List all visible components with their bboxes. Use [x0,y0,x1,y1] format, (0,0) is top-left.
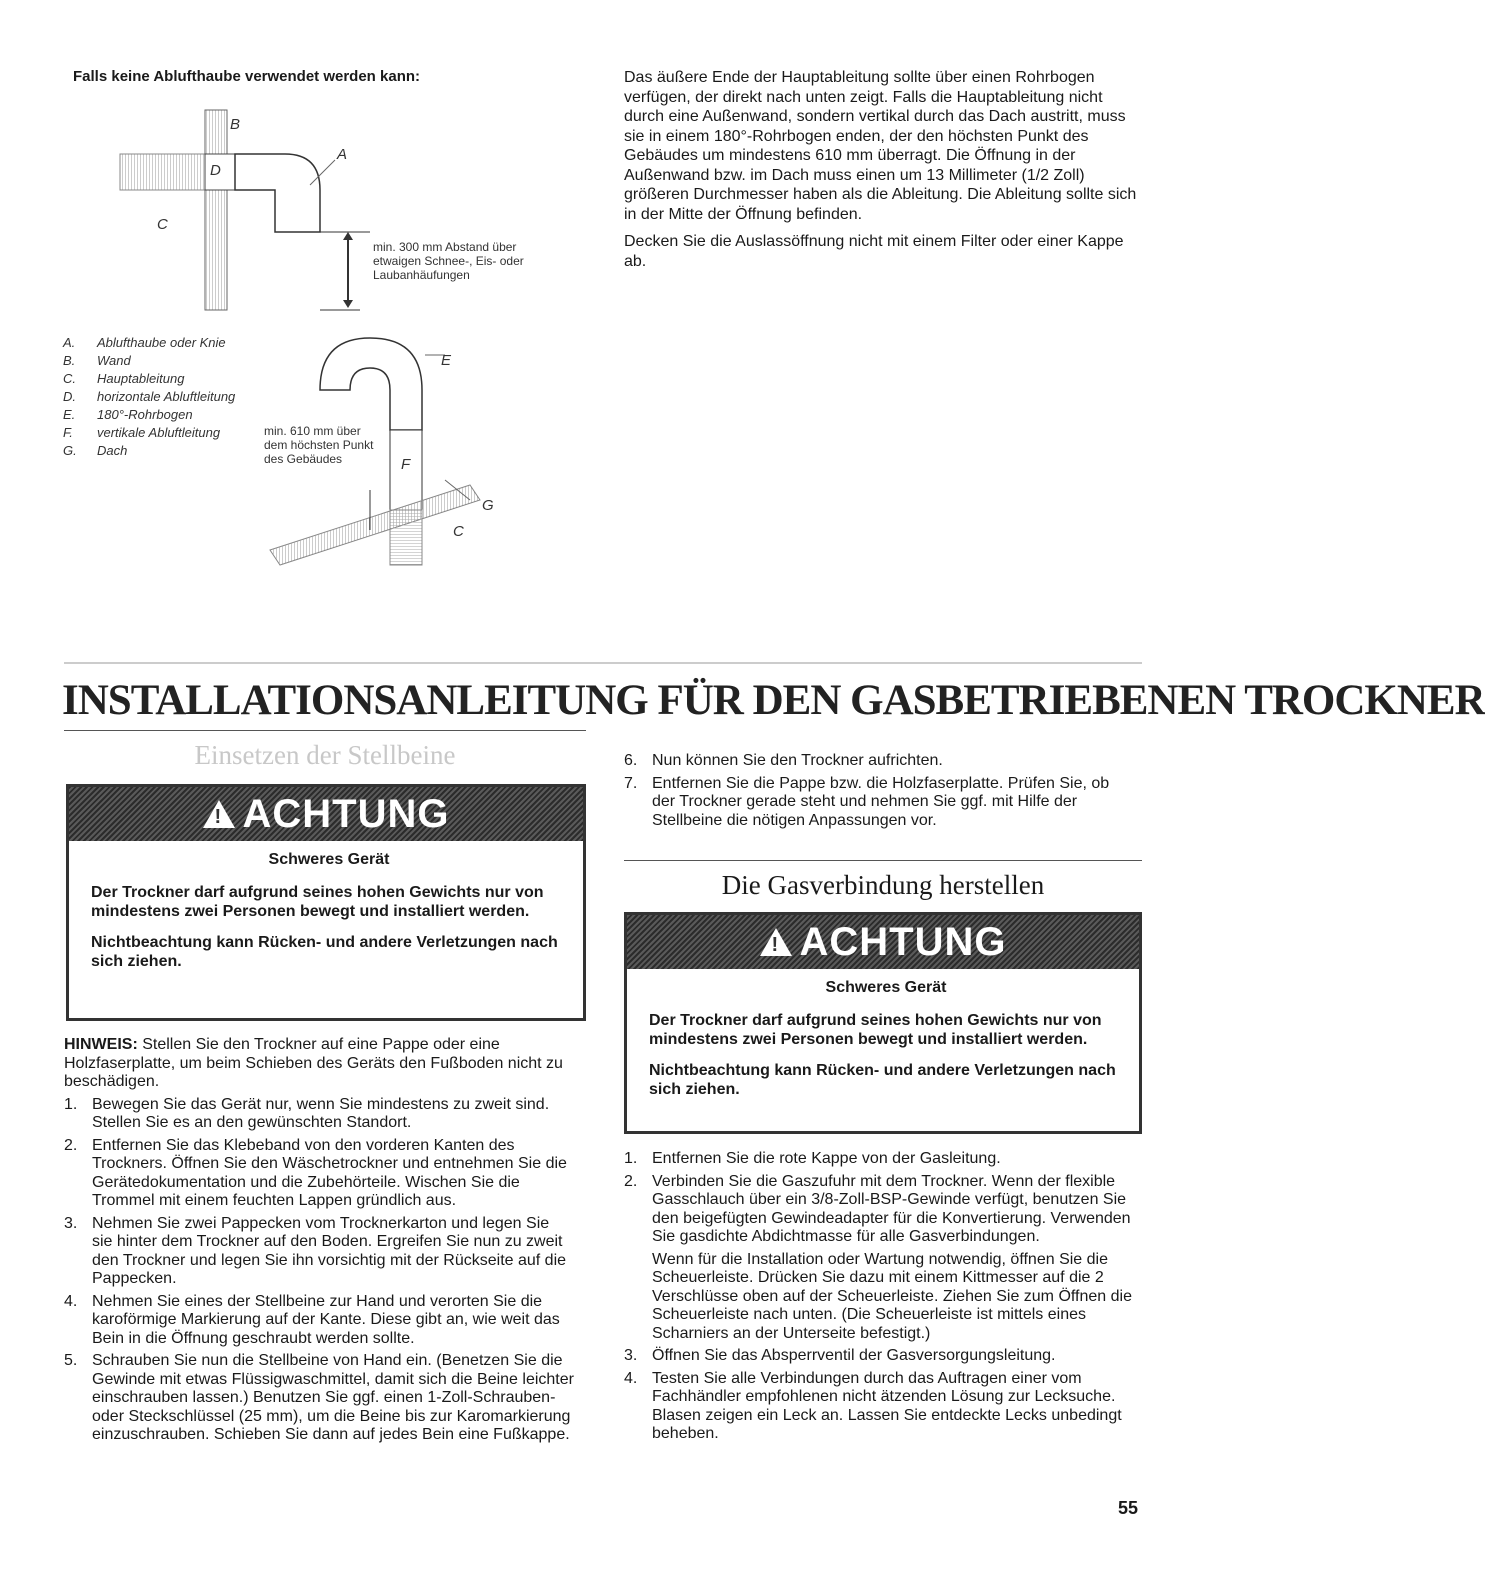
label-b: B [230,116,241,133]
label-a: A [337,146,348,163]
page-number: 55 [1118,1498,1139,1518]
warning-header: ! ACHTUNG [69,787,583,841]
label-f: F [401,456,411,473]
warning-subtitle: Schweres Gerät [825,979,947,996]
list-item: 7. Entfernen Sie die Pappe bzw. die Holzfaserplatte. Prüfen Sie, ob der Trockner gerade steht und nehmen Sie ggf. mit Hilfe der Stellbeine die nötigen Anpassungen vor. [624,774,1110,829]
list-item: 6. Nun können Sie den Trockner aufrichten. [624,752,943,769]
legs-instructions [64,1036,574,1445]
label-d: D [210,162,221,179]
label-c-top: C [157,216,168,233]
warning-subtitle: Schweres Gerät [268,851,390,868]
vent-diagram-wall [110,110,370,320]
label-e: E [441,352,452,369]
warning-icon [203,800,235,828]
label-c-bottom: C [453,523,464,540]
list-item: 4. Nehmen Sie eines der Stellbeine zur Hand und verorten Sie die karoförmige Markierung auf der Kante. Diese gibt an, wie weit das Bein in die Öffnung geschraubt werden sollte. [64,1292,560,1347]
section-title-gas: Die Gasverbindung herstellen [721,870,1045,900]
list-item: 3. Öffnen Sie das Absperrventil der Gasversorgungsleitung. [624,1347,1056,1364]
legend-item: D. horizontale Abluftleitung [63,389,236,404]
list-item: 3. Nehmen Sie zwei Pappecken vom Trocknerkarton und legen Sie sie hinter dem Trockner auf den Boden. Ergreifen Sie nun zu zweit den Trockner und legen Sie ihn vorsichtig mit der Rückseite auf die Pappecken. [64,1214,567,1287]
divider [64,662,1142,664]
legend-item: G. Dach [63,443,128,458]
step-list [624,752,1134,830]
label-g: G [482,497,494,514]
hint: HINWEIS: Stellen Sie den Trockner auf eine Pappe oder eine Holzfaserplatte, um beim Schieben des Geräts den Fußboden nicht zu beschädigen. [64,1036,563,1090]
warning-box [66,784,586,1021]
warning-text: Nichtbeachtung kann Rücken- und andere Verletzungen nach sich ziehen. [91,934,558,970]
clearance-note-300: min. 300 mm Abstand über etwaigen Schnee-, Eis- oder Laubanhäufungen [373,240,524,282]
legend-item: F. vertikale Abluftleitung [63,425,221,440]
warning-text: Nichtbeachtung kann Rücken- und andere Verletzungen nach sich ziehen. [649,1062,1116,1098]
warning-header: ! ACHTUNG [627,915,1139,969]
section-title-legs: Einsetzen der Stellbeine [194,740,456,770]
step-list [624,1150,1134,1247]
warning-text: Der Trockner darf aufgrund seines hohen Gewichts nur von mindestens zwei Personen bewegt und installiert werden. [649,1012,1102,1048]
page-title: INSTALLATIONSANLEITUNG FÜR DEN GASBETRIEBENEN TROCKNER [62,677,1485,724]
list-item: 5. Schrauben Sie nun die Stellbeine von Hand ein. (Benetzen Sie die Gewinde mit etwas Flüssigwaschmittel, damit sich die Beine leichter einschrauben lassen.) Benutzen Sie ggf. einen 1-Zoll-Schrauben- oder Steckschlüssel (25 mm), um die Beine bis zur Karomarkierung einzuschrauben. Schieben Sie dann auf jedes Bein eine Fußkappe. [64,1352,574,1443]
warning-text: Der Trockner darf aufgrund seines hohen Gewichts nur von mindestens zwei Personen bewegt und installiert werden. [91,884,544,920]
divider [64,730,586,731]
step-list [624,1347,1134,1444]
legend-item: B. Wand [63,353,131,368]
legs-instructions-cont [624,748,1134,830]
paragraph: Das äußere Ende der Hauptableitung sollte über einen Rohrbogen verfügen, der direkt nach unten zeigt. Falls die Hauptableitung nicht durch eine Außenwand, sondern vertikal durch das Dach austritt, muss sie in einem 180°-Rohrbogen enden, der den höchsten Punkt des Gebäudes um mindestens 610 mm überragt. Die Öffnung in der Außenwand bzw. im Dach muss einen um 13 Millimeter (1/2 Zoll) größeren Durchmesser haben als die Ableitung. Die Ableitung sollte sich in der Mitte der Öffnung befinden. [624,69,1137,223]
gas-instructions [624,1146,1134,1444]
diagram-legend [63,334,263,460]
legend-item: A. Ablufthaube oder Knie [63,335,226,350]
figure-heading: Falls keine Ablufthaube verwendet werden kann: [73,68,421,85]
legend-item: C. Hauptableitung [63,371,185,386]
clearance-note-610: min. 610 mm über dem höchsten Punkt des Gebäudes [264,424,374,466]
list-item: 4. Testen Sie alle Verbindungen durch das Auftragen einer vom Fachhändler empfohlenen nicht ätzenden Lösung zur Lecksuche. Blasen zeigen ein Leck an. Lassen Sie entdeckte Lecks unbedingt beheben. [624,1369,1122,1442]
warning-box [624,912,1142,1134]
list-item: 2. Verbinden Sie die Gaszufuhr mit dem Trockner. Wenn der flexible Gasschlauch über ein 3/8-Zoll-BSP-Gewinde verfügt, benutzen Sie den beigefügten Gewindeadapter für die Konvertierung. Verwenden Sie gasdichte Abdichtmasse für alle Gasverbindungen. [624,1172,1131,1245]
legend-item: E. 180°-Rohrbogen [63,407,193,422]
step-extra: Wenn für die Installation oder Wartung notwendig, öffnen Sie die Scheuerleiste. Drücken Sie dazu mit einem Kittmesser auf die 2 Verschlüsse oben auf der Scheuerleiste. Ziehen Sie zum Öffnen die Scheuerleiste nach unten. (Die Scheuerleiste ist mittels eines Scharniers an der Unterseite befestigt.) [652,1250,1132,1342]
list-item: 1. Bewegen Sie das Gerät nur, wenn Sie mindestens zu zweit sind. Stellen Sie es an den gewünschten Standort. [64,1095,550,1131]
paragraph: Decken Sie die Auslassöffnung nicht mit einem Filter oder einer Kappe ab. [624,233,1124,270]
vent-instructions [624,68,1144,271]
list-item: 2. Entfernen Sie das Klebeband von den vorderen Kanten des Trockners. Öffnen Sie den Wäschetrockner und entnehmen Sie die Gerätedokumentation und die Zubehörteile. Wischen Sie die Trommel mit einem feuchten Lappen gründlich aus. [64,1136,567,1209]
divider [624,860,1142,861]
step-list [64,1096,574,1445]
list-item: 1. Entfernen Sie die rote Kappe von der Gasleitung. [624,1150,1001,1167]
warning-icon [760,928,792,956]
